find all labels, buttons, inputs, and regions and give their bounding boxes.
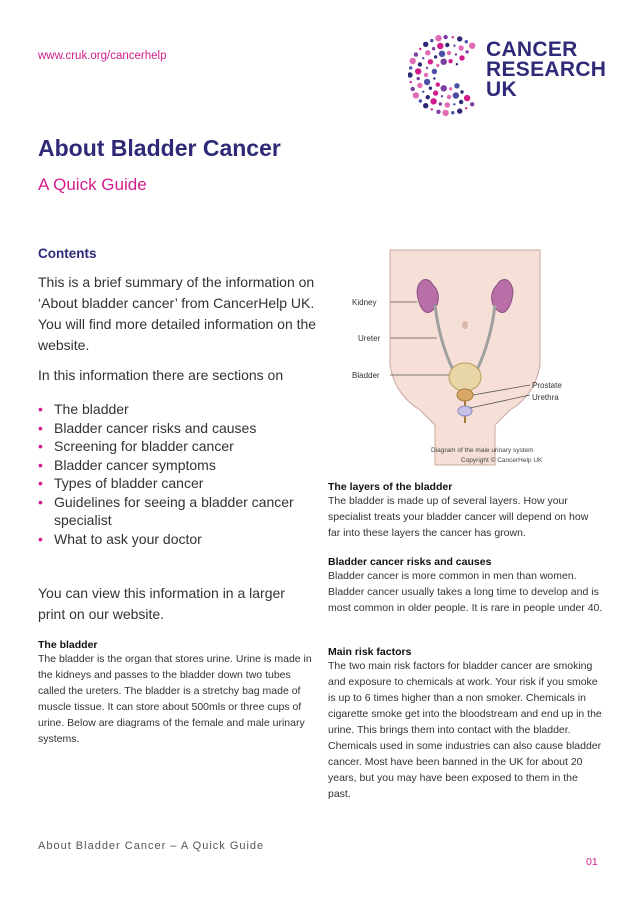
logo-dot xyxy=(432,69,437,74)
label-urethra: Urethra xyxy=(532,393,559,402)
logo-dot xyxy=(447,95,451,99)
logo-dot xyxy=(457,108,462,113)
larger-print-note: You can view this information in a larger print on our website. xyxy=(38,585,285,622)
logo-dot xyxy=(430,98,436,104)
logo-line-1: CANCER xyxy=(486,38,578,61)
logo-dot xyxy=(413,92,419,98)
footer-text: About Bladder Cancer – A Quick Guide xyxy=(38,840,265,852)
contents-intro: This is a brief summary of the information on ‘About bladder cancer’ from CancerHelp UK. You will find more detailed information on the website. xyxy=(38,274,317,353)
logo-dot xyxy=(426,95,430,99)
header-url[interactable]: www.cruk.org/cancerhelp xyxy=(38,50,167,62)
logo-dot xyxy=(445,102,450,107)
logo-dot xyxy=(453,103,455,105)
logo-dot xyxy=(411,87,415,91)
logo-dot xyxy=(424,73,428,77)
logo-dot xyxy=(418,62,422,66)
layers-section xyxy=(328,481,603,541)
contents-list xyxy=(38,400,318,548)
logo-dot xyxy=(459,55,464,60)
logo-dot xyxy=(409,66,412,69)
layers-text: The bladder is made up of several layers. How your specialist treats your bladder cancer will depend on how far into these layers the cancer has grown. xyxy=(328,495,589,539)
logo-dot xyxy=(455,53,457,55)
logo-dot xyxy=(423,103,428,108)
logo-dot xyxy=(431,108,433,110)
logo-dot xyxy=(441,59,447,65)
logo-dot xyxy=(429,87,432,90)
logo-dot xyxy=(436,110,440,114)
logo-dot xyxy=(419,99,422,102)
bladder-section xyxy=(38,639,313,747)
logo-dot xyxy=(465,107,467,109)
bladder-heading: The bladder xyxy=(38,639,98,651)
list-item: • Screening for bladder cancer xyxy=(38,437,318,456)
diagram-caption: Diagram of the male urinary system xyxy=(431,447,534,454)
page-subtitle: A Quick Guide xyxy=(38,175,147,194)
risks-heading: Bladder cancer risks and causes xyxy=(328,556,492,568)
logo-dot xyxy=(433,77,435,79)
contents-heading: Contents xyxy=(38,246,97,261)
label-ureter: Ureter xyxy=(358,334,381,343)
logo-dot xyxy=(453,45,455,47)
logo-dot xyxy=(425,50,430,55)
logo-dot xyxy=(423,42,428,47)
diagram-copyright: Copyright © CancerHelp UK xyxy=(461,457,543,464)
page-number: 01 xyxy=(586,856,598,868)
list-item: • The bladder xyxy=(38,400,318,419)
logo-dot xyxy=(452,36,454,38)
logo-dot xyxy=(460,90,463,93)
logo-line-2: RESEARCH xyxy=(486,58,607,81)
logo-dot xyxy=(447,51,451,55)
logo-dot xyxy=(465,50,468,53)
risks-section xyxy=(328,556,603,616)
logo-dot xyxy=(417,77,420,80)
bladder-text: The bladder is the organ that stores urine. Urine is made in the kidneys and passes to the bladder down two tubes called the ureters. The bladder is a stretchy bag made of muscle tissue. It can store about 500mls or three cups of urine. Below are diagrams of the female and male urinary systems. xyxy=(38,653,312,745)
logo-dot xyxy=(419,48,421,50)
label-bladder: Bladder xyxy=(352,371,380,380)
logo-dot xyxy=(433,90,438,95)
risks-text: Bladder cancer is more common in men than women. Bladder cancer usually takes a long time to develop and is most common in older people. It is rare in people under 40. xyxy=(328,570,603,614)
logo-dot xyxy=(448,59,452,63)
logo-dot xyxy=(459,100,463,104)
logo-dot xyxy=(410,58,416,64)
logo-dot xyxy=(415,68,421,74)
list-item: • What to ask your doctor xyxy=(38,530,318,549)
logo-dot xyxy=(436,82,440,86)
logo-dot xyxy=(454,83,459,88)
logo-dot xyxy=(449,87,452,90)
logo-dot xyxy=(422,57,424,59)
label-kidney: Kidney xyxy=(352,298,377,307)
logo-dot xyxy=(442,110,448,116)
logo-dot xyxy=(430,39,433,42)
logo-dot xyxy=(408,72,413,77)
list-item: • Bladder cancer symptoms xyxy=(38,456,318,475)
logo-dot xyxy=(441,85,447,91)
logo-dot xyxy=(470,102,474,106)
logo-dot xyxy=(451,111,454,114)
logo-dot xyxy=(424,79,430,85)
logo-dot xyxy=(464,95,470,101)
logo-dot xyxy=(426,67,428,69)
list-item: • Guidelines for seeing a bladder cancer specialist xyxy=(38,493,318,530)
logo-dot xyxy=(465,40,468,43)
logo-dot xyxy=(414,52,418,56)
logo-dot xyxy=(434,55,437,58)
logo-dot xyxy=(456,63,458,65)
logo-dot xyxy=(439,102,442,105)
logo-dot xyxy=(417,83,422,88)
logo-dot xyxy=(445,43,449,47)
logo-dot xyxy=(453,92,459,98)
logo-dot xyxy=(458,45,463,50)
logo-dot xyxy=(428,59,433,64)
logo-dot xyxy=(437,43,443,49)
logo-dot xyxy=(422,91,424,93)
main-risks-heading: Main risk factors xyxy=(328,646,412,658)
logo-dot xyxy=(410,81,412,83)
logo-line-3: UK xyxy=(486,78,517,101)
layers-heading: The layers of the bladder xyxy=(328,481,453,493)
logo-dot xyxy=(441,95,443,97)
sections-intro: In this information there are sections on xyxy=(38,367,284,383)
logo-text xyxy=(486,40,606,100)
logo-dot xyxy=(432,47,435,50)
main-risks-text: The two main risk factors for bladder cancer are smoking and exposure to chemicals at work. Your risk if you smoke is up to 6 times higher than a non smoker. Chemicals in cigarette smoke get into the bloodstream and end up in the urine. This brings them into contact with the bladder. Chemicals used in some industries can also cause bladder cancer. Most have been banned in the UK for about 20 years, but you may have been exposed to them in the past. xyxy=(328,660,602,800)
page-title: About Bladder Cancer xyxy=(38,135,281,161)
male-urinary-system-diagram xyxy=(335,245,595,470)
logo-dot xyxy=(469,43,475,49)
logo-dot xyxy=(457,36,462,41)
list-item: • Types of bladder cancer xyxy=(38,474,318,493)
logo-dot xyxy=(443,35,447,39)
logo-dot xyxy=(439,51,445,57)
logo-dot xyxy=(435,35,441,41)
logo-dot xyxy=(436,64,439,67)
label-prostate: Prostate xyxy=(532,381,562,390)
main-risks-section xyxy=(328,646,603,802)
list-item: • Bladder cancer risks and causes xyxy=(38,419,318,438)
